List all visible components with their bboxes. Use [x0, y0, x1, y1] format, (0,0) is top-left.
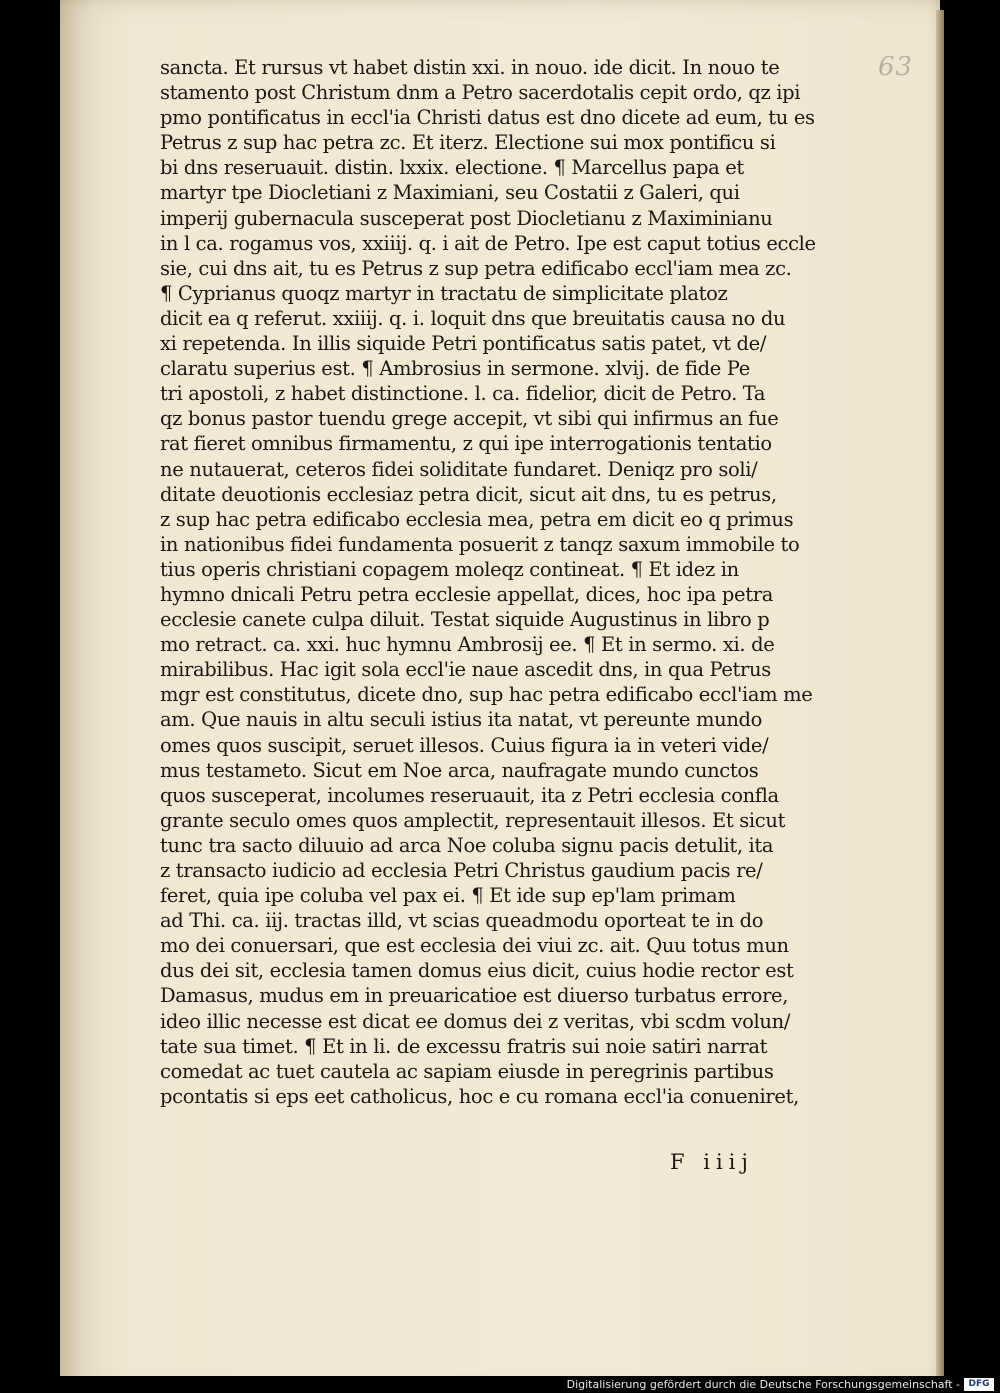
text-line: hymno dnicali Petru petra ecclesie appellat, dices, hoc ipa petra	[160, 582, 773, 606]
book-page	[60, 0, 940, 1393]
text-line: tate sua timet. ¶ Et in li. de excessu fratris sui noie satiri narrat	[160, 1034, 768, 1058]
text-line: am. Que nauis in altu seculi istius ita natat, vt pereunte mundo	[160, 708, 763, 732]
text-line: claratu superius est. ¶ Ambrosius in sermone. xlvij. de fide Pe	[160, 357, 750, 381]
text-line: Damasus, mudus em in preuaricatioe est diuerso turbatus errore,	[160, 984, 789, 1008]
text-line: dicit ea q referut. xxiiij. q. i. loquit dns que breuitatis causa no du	[160, 306, 786, 330]
text-line: Petrus z sup hac petra zc. Et iterz. Electione sui mox pontificu si	[160, 131, 776, 155]
text-line: stamento post Christum dnm a Petro sacerdotalis cepit ordo, qz ipi	[160, 81, 801, 105]
text-line: ne nutauerat, ceteros fidei soliditate fundaret. Deniqz pro soli/	[160, 457, 758, 481]
text-line: tri apostoli, z habet distinctione. l. ca. fidelior, dicit de Petro. Ta	[160, 382, 766, 406]
text-line: ditate deuotionis ecclesiaz petra dicit, sicut ait dns, tu es petrus,	[160, 482, 777, 506]
text-line: tius operis christiani copagem moleqz contineat. ¶ Et idez in	[160, 557, 739, 581]
funding-note: Digitalisierung gefördert durch die Deutsche Forschungsgemeinschaft -	[566, 1378, 960, 1391]
text-line: pcontatis si eps eet catholicus, hoc e cu romana eccl'ia conueniret,	[160, 1084, 799, 1108]
page-edge	[936, 10, 944, 1376]
text-line: pmo pontificatus in eccl'ia Christi datus est dno dicete ad eum, tu es	[160, 106, 815, 130]
text-line: martyr tpe Diocletiani z Maximiani, seu Costatii z Galeri, qui	[160, 181, 740, 205]
text-line: feret, quia ipe coluba vel pax ei. ¶ Et ide sup ep'lam primam	[160, 884, 736, 908]
text-line: quos susceperat, incolumes reseruauit, ita z Petri ecclesia confla	[160, 783, 779, 807]
folio-number: 63	[878, 52, 914, 82]
text-line: mus testameto. Sicut em Noe arca, naufragate mundo cunctos	[160, 758, 759, 782]
text-line: sie, cui dns ait, tu es Petrus z sup petra edificabo eccl'iam mea zc.	[160, 256, 792, 280]
text-line: mo retract. ca. xxi. huc hymnu Ambrosij ee. ¶ Et in sermo. xi. de	[160, 633, 775, 657]
text-line: omes quos suscipit, seruet illesos. Cuius figura ia in veteri vide/	[160, 733, 769, 757]
text-line: imperij gubernacula susceperat post Diocletianu z Maximinianu	[160, 206, 773, 230]
text-line: qz bonus pastor tuendu grege accepit, vt sibi qui infirmus an fue	[160, 407, 779, 431]
text-line: ¶ Cyprianus quoqz martyr in tractatu de simplicitate platoz	[160, 281, 728, 305]
text-line: sancta. Et rursus vt habet distin xxi. in nouo. ide dicit. In nouo te	[160, 56, 780, 79]
text-line: ecclesie canete culpa diluit. Testat siquide Augustinus in libro p	[160, 608, 770, 632]
text-line: grante seculo omes quos amplectit, representauit illesos. Et sicut	[160, 808, 786, 832]
dfg-logo: DFG	[964, 1378, 994, 1391]
text-line: comedat ac tuet cautela ac sapiam eiusde in peregrinis partibus	[160, 1059, 774, 1083]
text-line: z sup hac petra edificabo ecclesia mea, petra em dicit eo q primus	[160, 507, 794, 531]
text-line: ideo illic necesse est dicat ee domus dei z veritas, vbi scdm volun/	[160, 1009, 791, 1033]
text-line: dus dei sit, ecclesia tamen domus eius dicit, cuius hodie rector est	[160, 959, 794, 983]
text-line: mo dei conuersari, que est ecclesia dei viui zc. ait. Quu totus mun	[160, 934, 789, 958]
text-line: mirabilibus. Hac igit sola eccl'ie naue ascedit dns, in qua Petrus	[160, 658, 771, 682]
text-column	[160, 55, 825, 1109]
text-line: tunc tra sacto diluuio ad arca Noe coluba signu pacis detulit, ita	[160, 833, 774, 857]
text-line: ad Thi. ca. iij. tractas illd, vt scias queadmodu oporteat te in do	[160, 909, 764, 933]
text-line: in nationibus fidei fundamenta posuerit z tanqz saxum immobile to	[160, 532, 800, 556]
text-line: bi dns reseruauit. distin. lxxix. electione. ¶ Marcellus papa et	[160, 156, 744, 180]
text-line: rat fieret omnibus firmamentu, z qui ipe interrogationis tentatio	[160, 432, 772, 456]
signature-mark: F iiij	[670, 1150, 754, 1174]
text-line: in l ca. rogamus vos, xxiiij. q. i ait de Petro. Ipe est caput totius eccle	[160, 231, 816, 255]
text-line: mgr est constitutus, dicete dno, sup hac petra edificabo eccl'iam me	[160, 683, 813, 707]
text-line: xi repetenda. In illis siquide Petri pontificatus satis patet, vt de/	[160, 332, 767, 356]
text-line: z transacto iudicio ad ecclesia Petri Christus gaudium pacis re/	[160, 859, 763, 882]
